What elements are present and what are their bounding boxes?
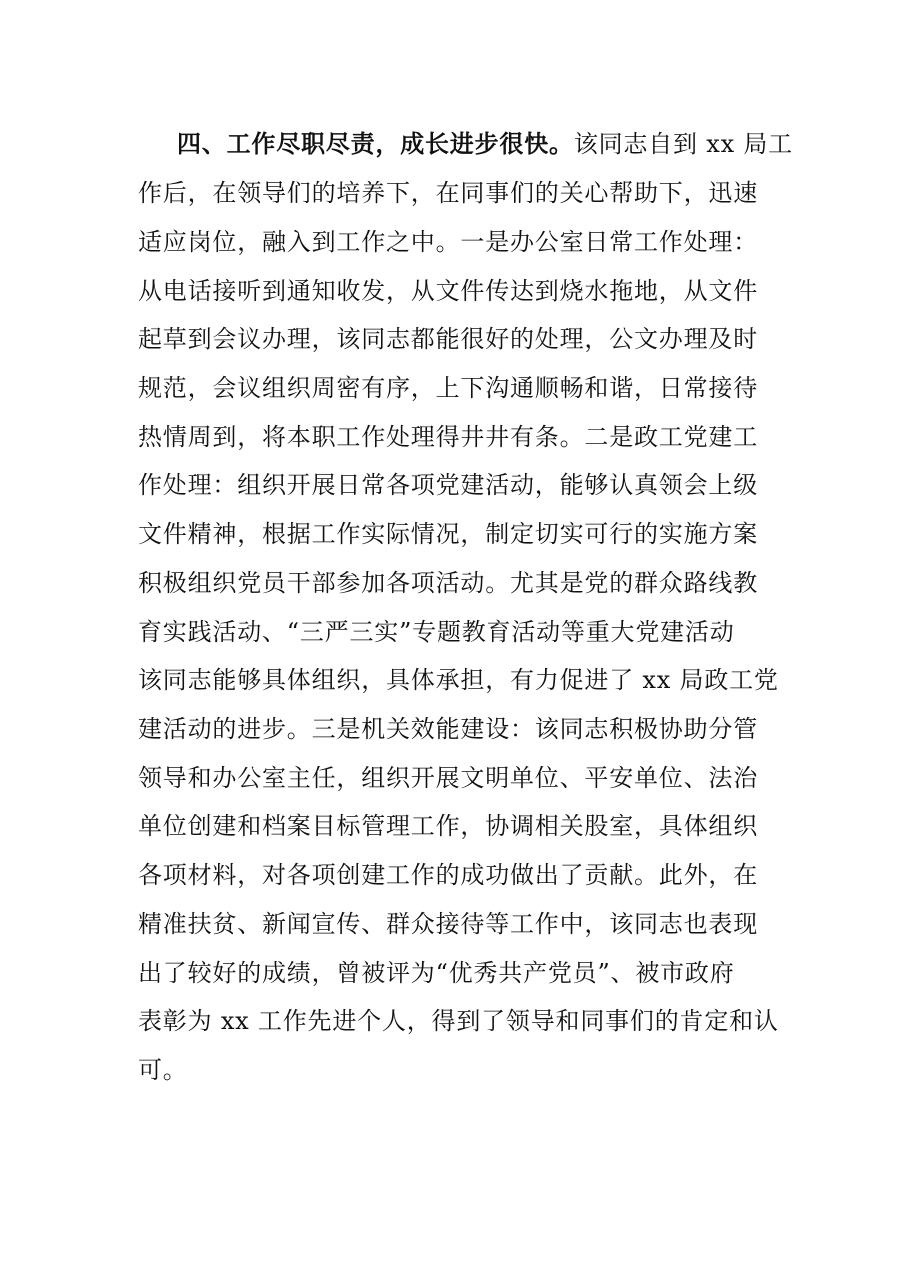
paragraph-line-3: 适应岗位，融入到工作之中。一是办公室日常工作处理： bbox=[138, 228, 758, 256]
paragraph-line-20: 可。 bbox=[138, 1056, 188, 1084]
paragraph-line-16: 各项材料，对各项创建工作的成功做出了贡献。此外，在 bbox=[138, 861, 758, 889]
paragraph-line-15: 单位创建和档案目标管理工作，协调相关股室，具体组织 bbox=[138, 812, 758, 840]
line-text: 该同志自到 xx 局工 bbox=[573, 130, 793, 158]
paragraph-line-1 bbox=[177, 127, 793, 161]
section-heading: 四、工作尽职尽责，成长进步很快。 bbox=[177, 129, 574, 158]
paragraph-line-10: 积极组织党员干部参加各项活动。尤其是党的群众路线教 bbox=[138, 569, 758, 597]
paragraph-line-8: 作处理：组织开展日常各项党建活动，能够认真领会上级 bbox=[138, 471, 758, 499]
paragraph-line-13: 建活动的进步。三是机关效能建设：该同志积极协助分管 bbox=[138, 715, 758, 743]
paragraph-line-12: 该同志能够具体组织，具体承担，有力促进了 xx 局政工党 bbox=[138, 666, 779, 694]
paragraph-line-11: 育实践活动、“三严三实”专题教育活动等重大党建活动 bbox=[138, 618, 735, 646]
paragraph-line-7: 热情周到，将本职工作处理得井井有条。二是政工党建工 bbox=[138, 423, 758, 451]
paragraph-line-17: 精准扶贫、新闻宣传、群众接待等工作中，该同志也表现 bbox=[138, 910, 758, 938]
paragraph-line-19: 表彰为 xx 工作先进个人，得到了领导和同事们的肯定和认 bbox=[138, 1007, 779, 1035]
paragraph-line-4: 从电话接听到通知收发，从文件传达到烧水拖地，从文件 bbox=[138, 277, 758, 305]
paragraph-line-2: 作后，在领导们的培养下，在同事们的关心帮助下，迅速 bbox=[138, 179, 758, 207]
paragraph-line-14: 领导和办公室主任，组织开展文明单位、平安单位、法治 bbox=[138, 764, 758, 792]
paragraph-line-9: 文件精神，根据工作实际情况，制定切实可行的实施方案 bbox=[138, 520, 758, 548]
paragraph-line-6: 规范，会议组织周密有序，上下沟通顺畅和谐，日常接待 bbox=[138, 374, 758, 402]
paragraph-line-18: 出了较好的成绩，曾被评为“优秀共产党员”、被市政府 bbox=[138, 959, 735, 987]
paragraph-line-5: 起草到会议办理，该同志都能很好的处理，公文办理及时 bbox=[138, 325, 758, 353]
